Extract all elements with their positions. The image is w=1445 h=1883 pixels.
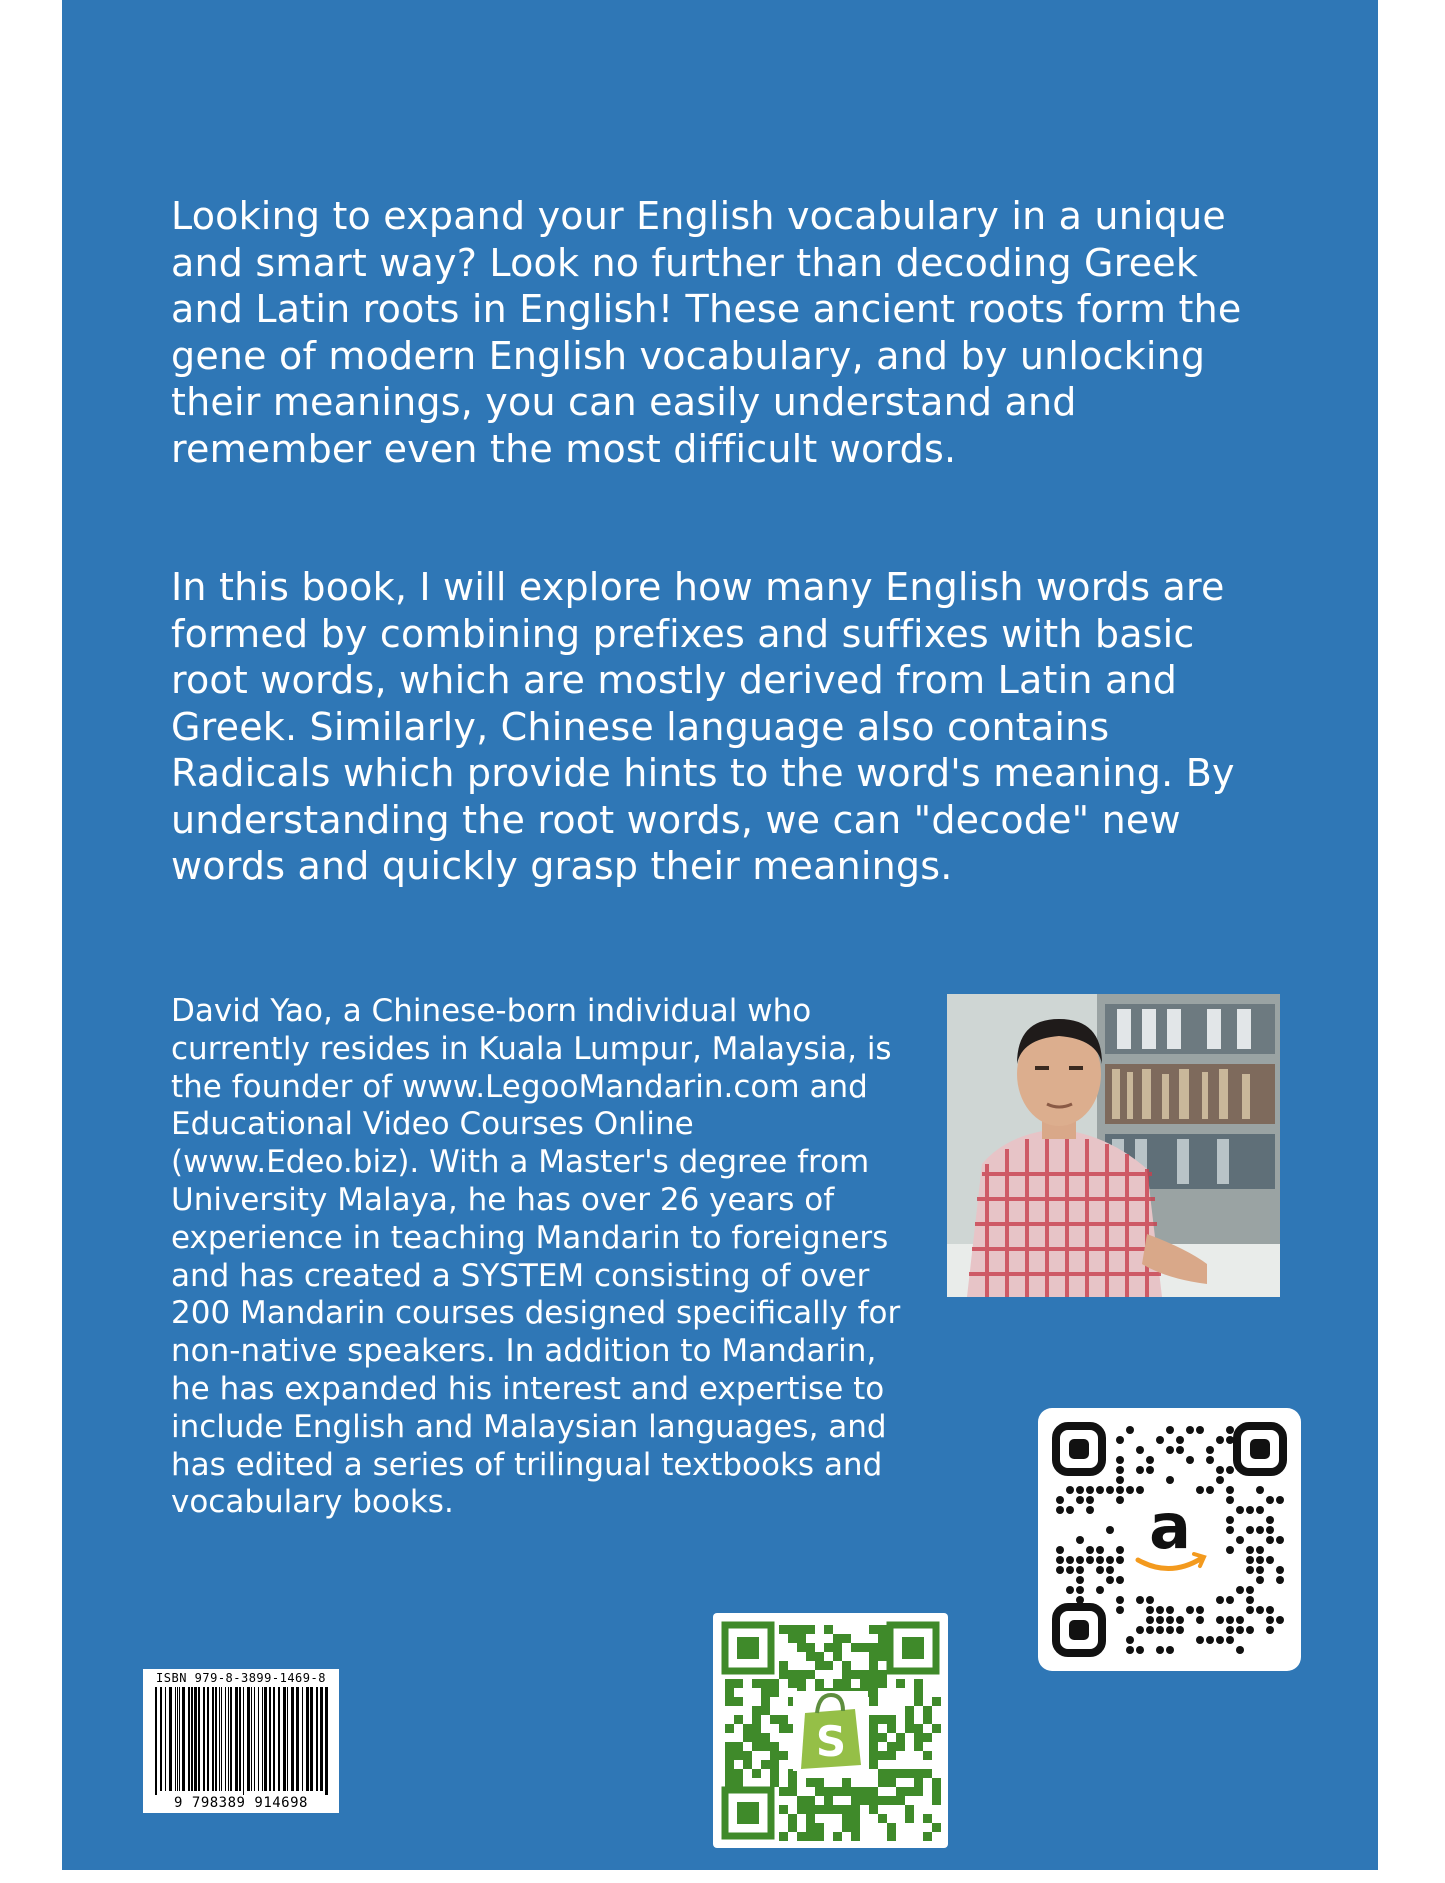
isbn-digits: 9 798389 914698: [143, 1795, 339, 1811]
author-bio: David Yao, a Chinese-born individual who currently resides in Kuala Lumpur, Malaysia, is the founder of www.LegooMandarin.com and Educational Video Courses Online (www.Edeo.biz). With a Master's degree from University Malaya, he has over 26 years of experience in teaching Mandarin to foreigners and has created a SYSTEM consisting of over 200 Mandarin courses designed specifically for non-native speakers. In addition to Mandarin, he has expanded his interest and expertise to include English and Malaysian languages, and has edited a series of trilingual textbooks and vocabulary books.: [171, 993, 901, 1521]
isbn-label: ISBN 979-8-3899-1469-8: [156, 1671, 326, 1685]
isbn-barcode: [143, 1669, 339, 1813]
amazon-qr-code[interactable]: [1038, 1408, 1301, 1671]
svg-text:S: S: [815, 1717, 847, 1766]
svg-text:a: a: [1149, 1490, 1191, 1563]
blurb-paragraph-2: In this book, I will explore how many English words are formed by combining prefixes and suffixes with basic root words, which are mostly derived from Latin and Greek. Similarly, Chinese language also contains Radicals which provide hints to the word's meaning. By understanding the root words, we can "decode" new words and quickly grasp their meanings.: [171, 565, 1235, 888]
shopify-qr-code[interactable]: [713, 1613, 948, 1848]
author-photo: [947, 994, 1280, 1297]
blurb-paragraph-1: Looking to expand your English vocabulary in a unique and smart way? Look no further than decoding Greek and Latin roots in English! These ancient roots form the gene of modern English vocabulary, and by unlocking their meanings, you can easily understand and remember even the most difficult words.: [171, 194, 1242, 471]
